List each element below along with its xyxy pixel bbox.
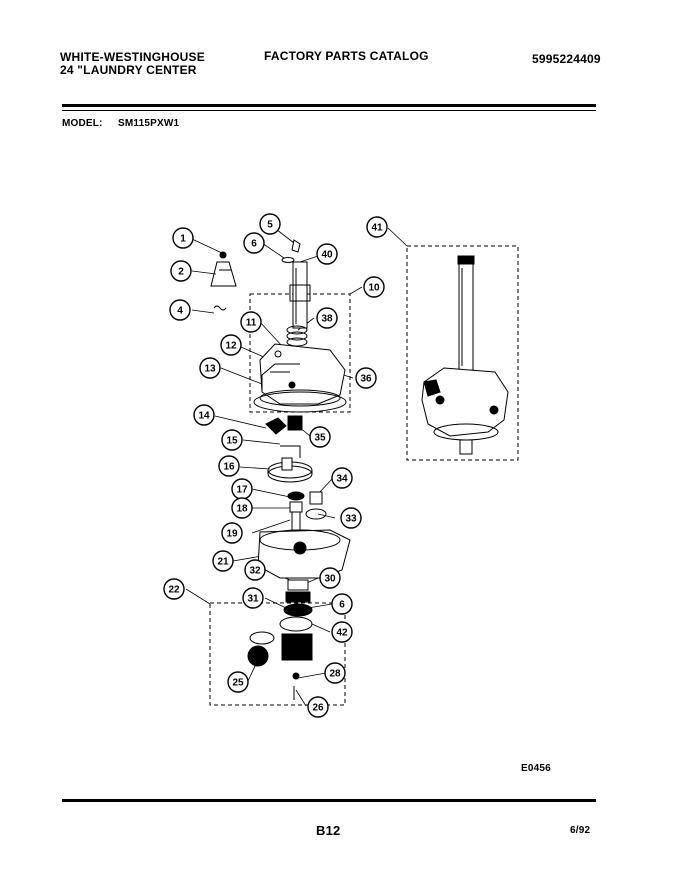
svg-text:17: 17: [236, 484, 248, 496]
callout-6-bottom: [332, 594, 352, 614]
callout-33: [341, 508, 361, 528]
svg-text:33: 33: [345, 513, 357, 525]
svg-text:22: 22: [168, 584, 180, 596]
model-value: SM115PXW1: [118, 118, 180, 129]
diagram-code: E0456: [521, 763, 551, 774]
callout-26: [308, 697, 328, 717]
footer-rule: [62, 799, 596, 802]
svg-text:35: 35: [314, 432, 326, 444]
svg-text:2: 2: [178, 266, 184, 278]
callout-15: [222, 430, 242, 450]
svg-text:30: 30: [324, 573, 336, 585]
model-label: MODEL:: [62, 118, 103, 129]
svg-text:4: 4: [177, 305, 183, 317]
callout-5: [260, 214, 280, 234]
svg-text:11: 11: [245, 317, 257, 329]
svg-text:6: 6: [251, 238, 257, 250]
svg-text:6: 6: [339, 599, 345, 611]
svg-text:13: 13: [204, 363, 216, 375]
callout-2: [171, 261, 191, 281]
transmission-assembly-41: [422, 256, 508, 454]
callout-19: [222, 523, 242, 543]
svg-text:14: 14: [198, 410, 210, 422]
svg-text:26: 26: [312, 702, 324, 714]
svg-text:10: 10: [368, 282, 380, 294]
svg-text:40: 40: [321, 249, 333, 261]
svg-text:1: 1: [180, 233, 186, 245]
date-code: 6/92: [570, 825, 591, 836]
callout-12: [221, 335, 241, 355]
svg-text:19: 19: [226, 528, 238, 540]
svg-text:36: 36: [360, 373, 372, 385]
svg-text:18: 18: [236, 503, 248, 515]
svg-text:21: 21: [217, 556, 229, 568]
callout-30: [320, 568, 340, 588]
svg-text:34: 34: [336, 473, 348, 485]
catalog-part-number: 5995224409: [532, 52, 601, 66]
callout-4: [170, 300, 190, 320]
callout-10: [364, 277, 384, 297]
callout-17: [232, 479, 252, 499]
brand-name: WHITE-WESTINGHOUSE: [60, 50, 205, 64]
svg-text:38: 38: [321, 313, 333, 325]
callout-11: [241, 312, 261, 332]
group-box-22: [210, 603, 345, 705]
callout-28: [325, 663, 345, 683]
callout-6-top: [244, 233, 264, 253]
callout-42: [332, 622, 352, 642]
svg-text:42: 42: [336, 627, 348, 639]
callout-16: [219, 456, 239, 476]
callout-21: [213, 551, 233, 571]
callout-35: [310, 427, 330, 447]
gear: [268, 458, 312, 482]
svg-text:16: 16: [223, 461, 235, 473]
callout-18: [232, 498, 252, 518]
product-name: 24 "LAUNDRY CENTER: [60, 63, 197, 77]
callout-13: [200, 358, 220, 378]
svg-text:32: 32: [249, 565, 261, 577]
svg-text:28: 28: [329, 668, 341, 680]
callout-14: [194, 405, 214, 425]
svg-text:25: 25: [232, 677, 244, 689]
callout-25: [228, 672, 248, 692]
svg-text:41: 41: [371, 222, 383, 234]
catalog-title: FACTORY PARTS CATALOG: [264, 49, 429, 63]
svg-text:31: 31: [247, 593, 259, 605]
callout-32: [245, 560, 265, 580]
callout-1: [173, 228, 193, 248]
svg-text:12: 12: [225, 340, 237, 352]
callout-38: [317, 308, 337, 328]
svg-text:15: 15: [226, 435, 238, 447]
page-number: B12: [316, 823, 341, 838]
svg-text:5: 5: [267, 219, 273, 231]
spring: [287, 326, 307, 346]
callout-36: [356, 368, 376, 388]
callout-40: [317, 244, 337, 264]
callout-22: [164, 579, 184, 599]
callout-31: [243, 588, 263, 608]
callout-34: [332, 468, 352, 488]
callout-41: [367, 217, 387, 237]
